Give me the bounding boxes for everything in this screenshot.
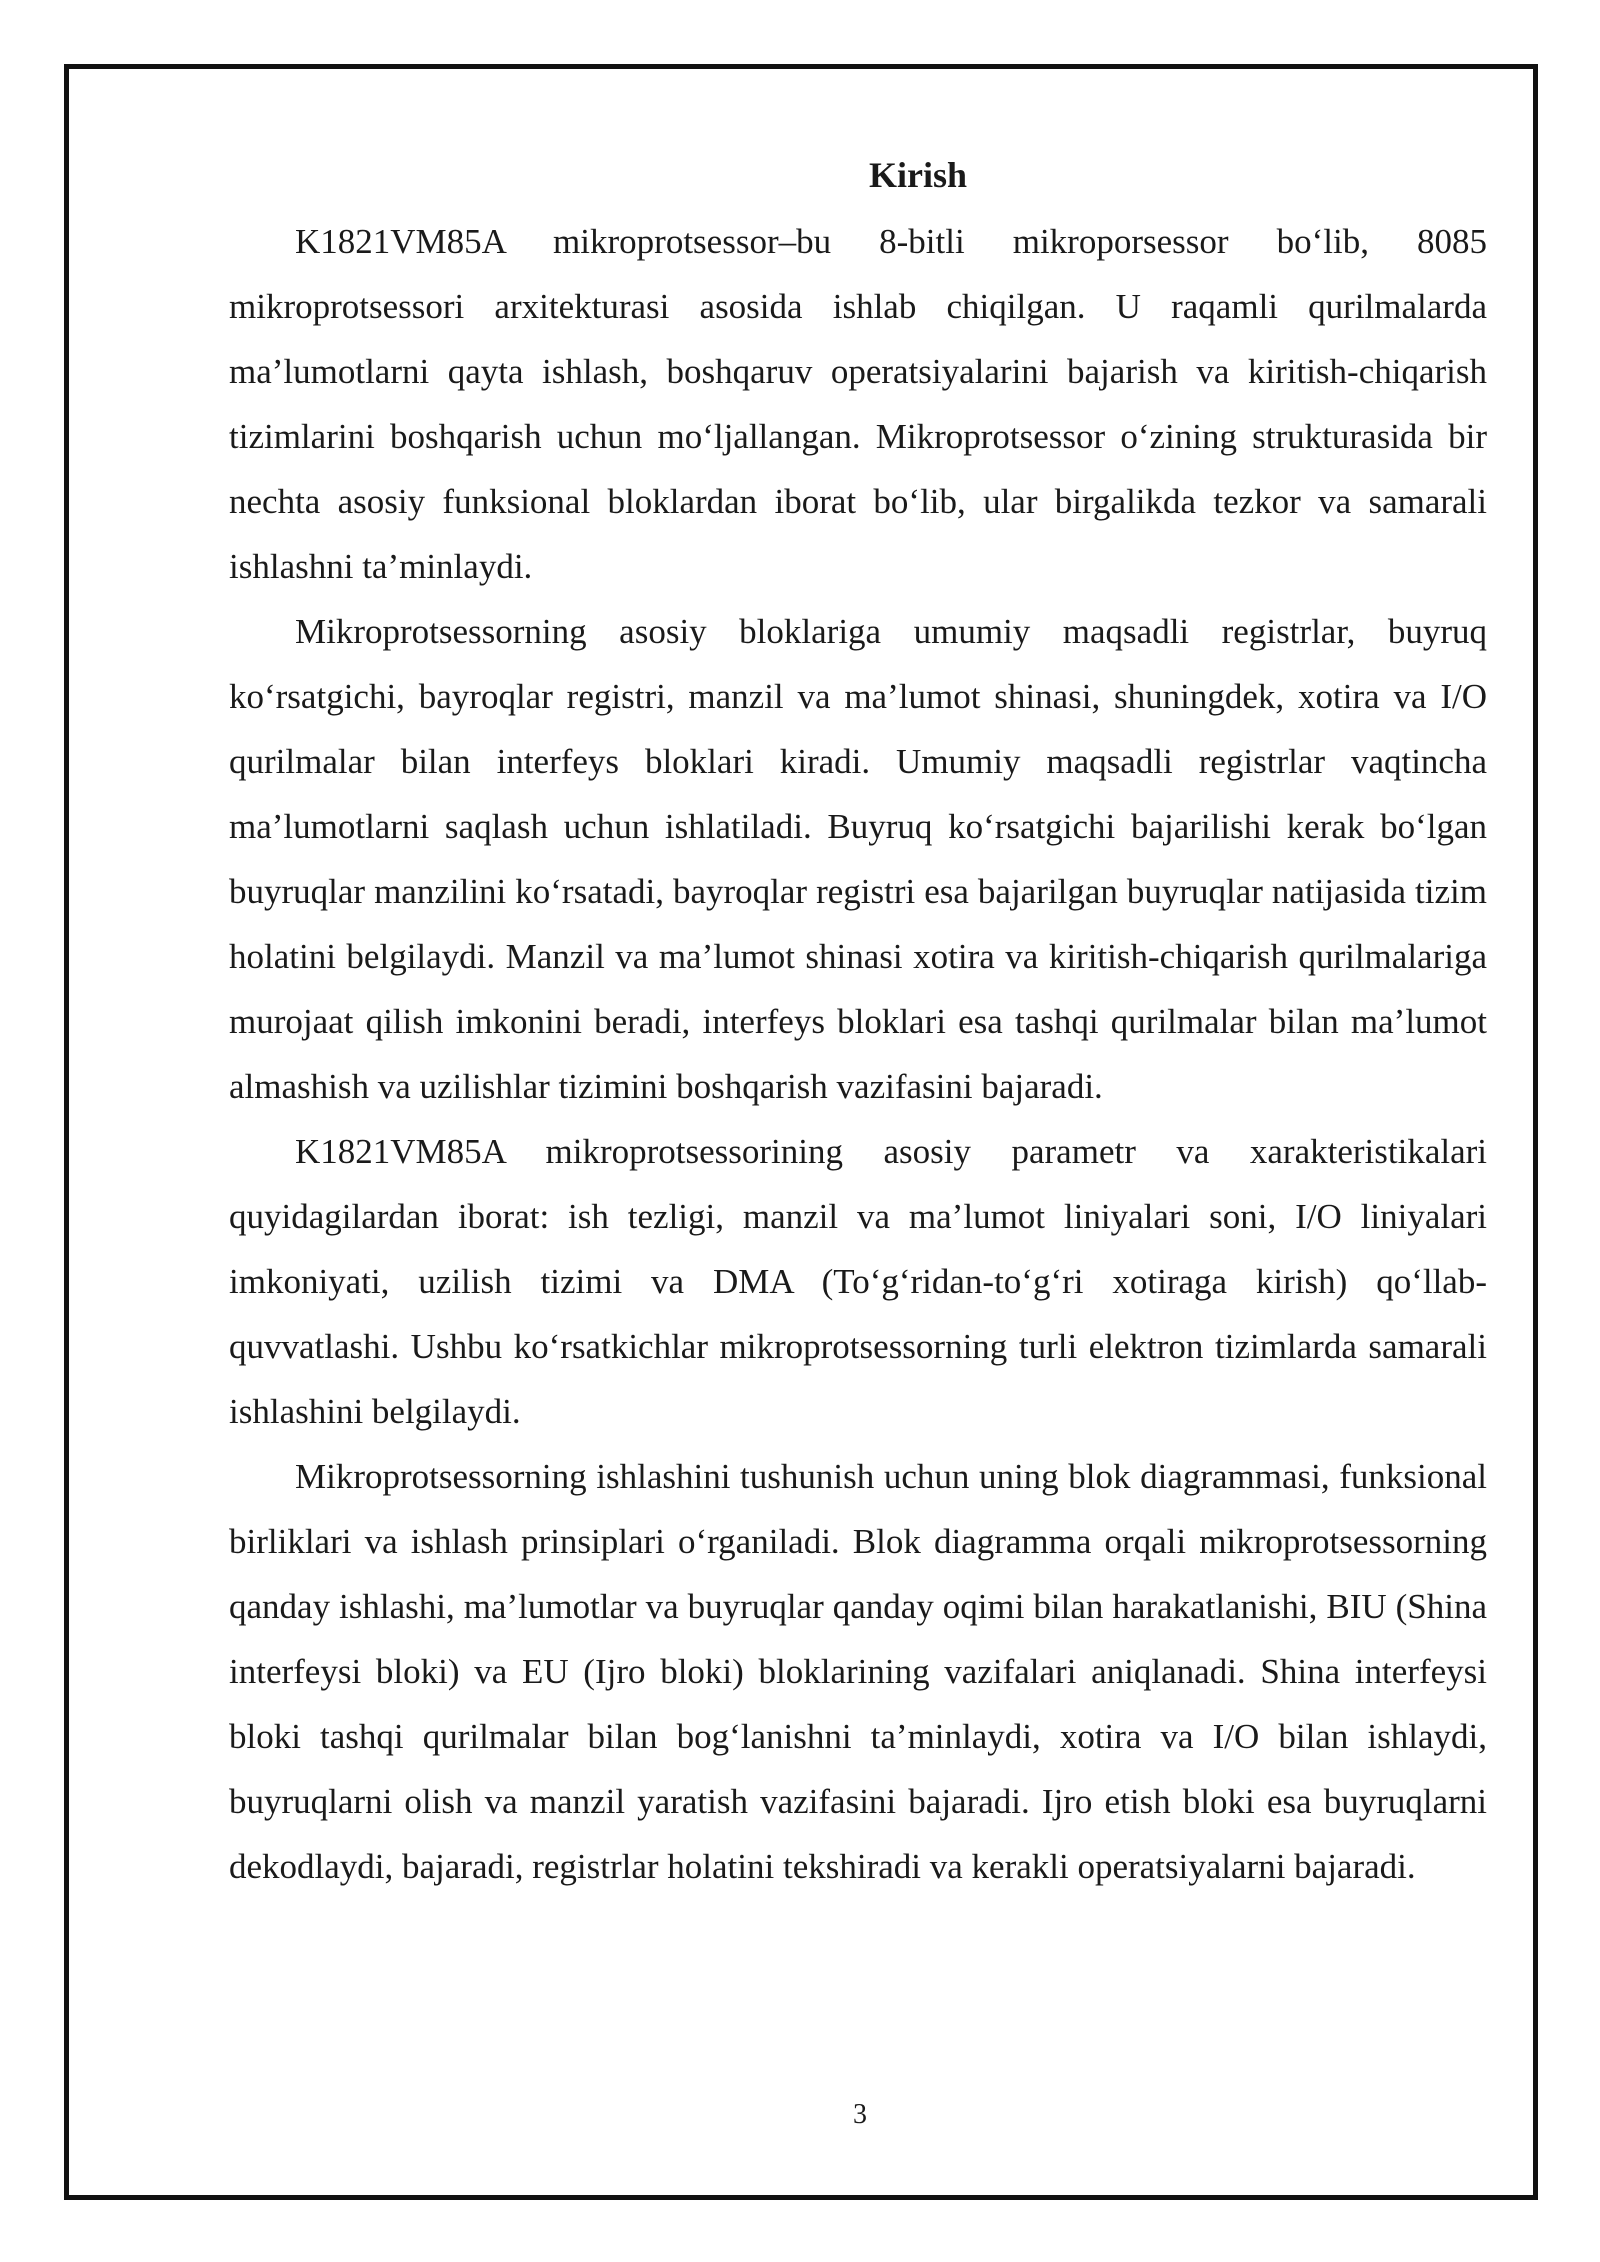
document-title: Kirish: [868, 155, 967, 195]
paragraph-4: Mikroprotsessorning ishlashini tushunish uchun uning blok diagrammasi, funksional birliklari va ishlash prinsiplari o‘rganiladi. Blok diagramma orqali mikroprotsessorning qanday ishlashi, ma’lumotlar va buyruqlar qanday oqimi bilan harakatlanishi, BIU (Shina interfeysi bloki) va EU (Ijro bloki) bloklarining vazifalari aniqlanadi. Shina interfeysi bloki tashqi qurilmalar bilan bog‘lanishni ta’minlaydi, xotira va I/O bilan ishlaydi, buyruqlarni olish va manzil yaratish vazifasini bajaradi. Ijro etish bloki esa buyruqlarni dekodlaydi, bajaradi, registrlar holatini tekshiradi va kerakli operatsiyalarni bajaradi.: [229, 1457, 1487, 1886]
paragraph-3: K1821VM85A mikroprotsessorining asosiy parametr va xarakteristikalari quyidagilardan iborat: ish tezligi, manzil va ma’lumot liniyalari soni, I/O liniyalari imkoniyati, uzilish tizimi va DMA (To‘g‘ridan-to‘g‘ri xotiraga kirish) qo‘llab-quvvatlashi. Ushbu ko‘rsatkichlar mikroprotsessorning turli elektron tizimlarda samarali ishlashini belgilaydi.: [229, 1132, 1487, 1431]
document-body: [229, 145, 1487, 1899]
paragraph-1: K1821VM85A mikroprotsessor–bu 8-bitli mikroporsessor bo‘lib, 8085 mikroprotsessori arxitekturasi asosida ishlab chiqilgan. U raqamli qurilmalarda ma’lumotlarni qayta ishlash, boshqaruv operatsiyalarini bajarish va kiritish-chiqarish tizimlarini boshqarish uchun mo‘ljallangan. Mikroprotsessor o‘zining strukturasida bir nechta asosiy funksional bloklardan iborat bo‘lib, ular birgalikda tezkor va samarali ishlashni ta’minlaydi.: [229, 222, 1487, 586]
page-number: 3: [853, 2099, 867, 2130]
paragraph-2: Mikroprotsessorning asosiy bloklariga umumiy maqsadli registrlar, buyruq ko‘rsatgichi, bayroqlar registri, manzil va ma’lumot shinasi, shuningdek, xotira va I/O qurilmalar bilan interfeys bloklari kiradi. Umumiy maqsadli registrlar vaqtincha ma’lumotlarni saqlash uchun ishlatiladi. Buyruq ko‘rsatgichi bajarilishi kerak bo‘lgan buyruqlar manzilini ko‘rsatadi, bayroqlar registri esa bajarilgan buyruqlar natijasida tizim holatini belgilaydi. Manzil va ma’lumot shinasi xotira va kiritish-chiqarish qurilmalariga murojaat qilish imkonini beradi, interfeys bloklari esa tashqi qurilmalar bilan ma’lumot almashish va uzilishlar tizimini boshqarish vazifasini bajaradi.: [229, 612, 1487, 1106]
